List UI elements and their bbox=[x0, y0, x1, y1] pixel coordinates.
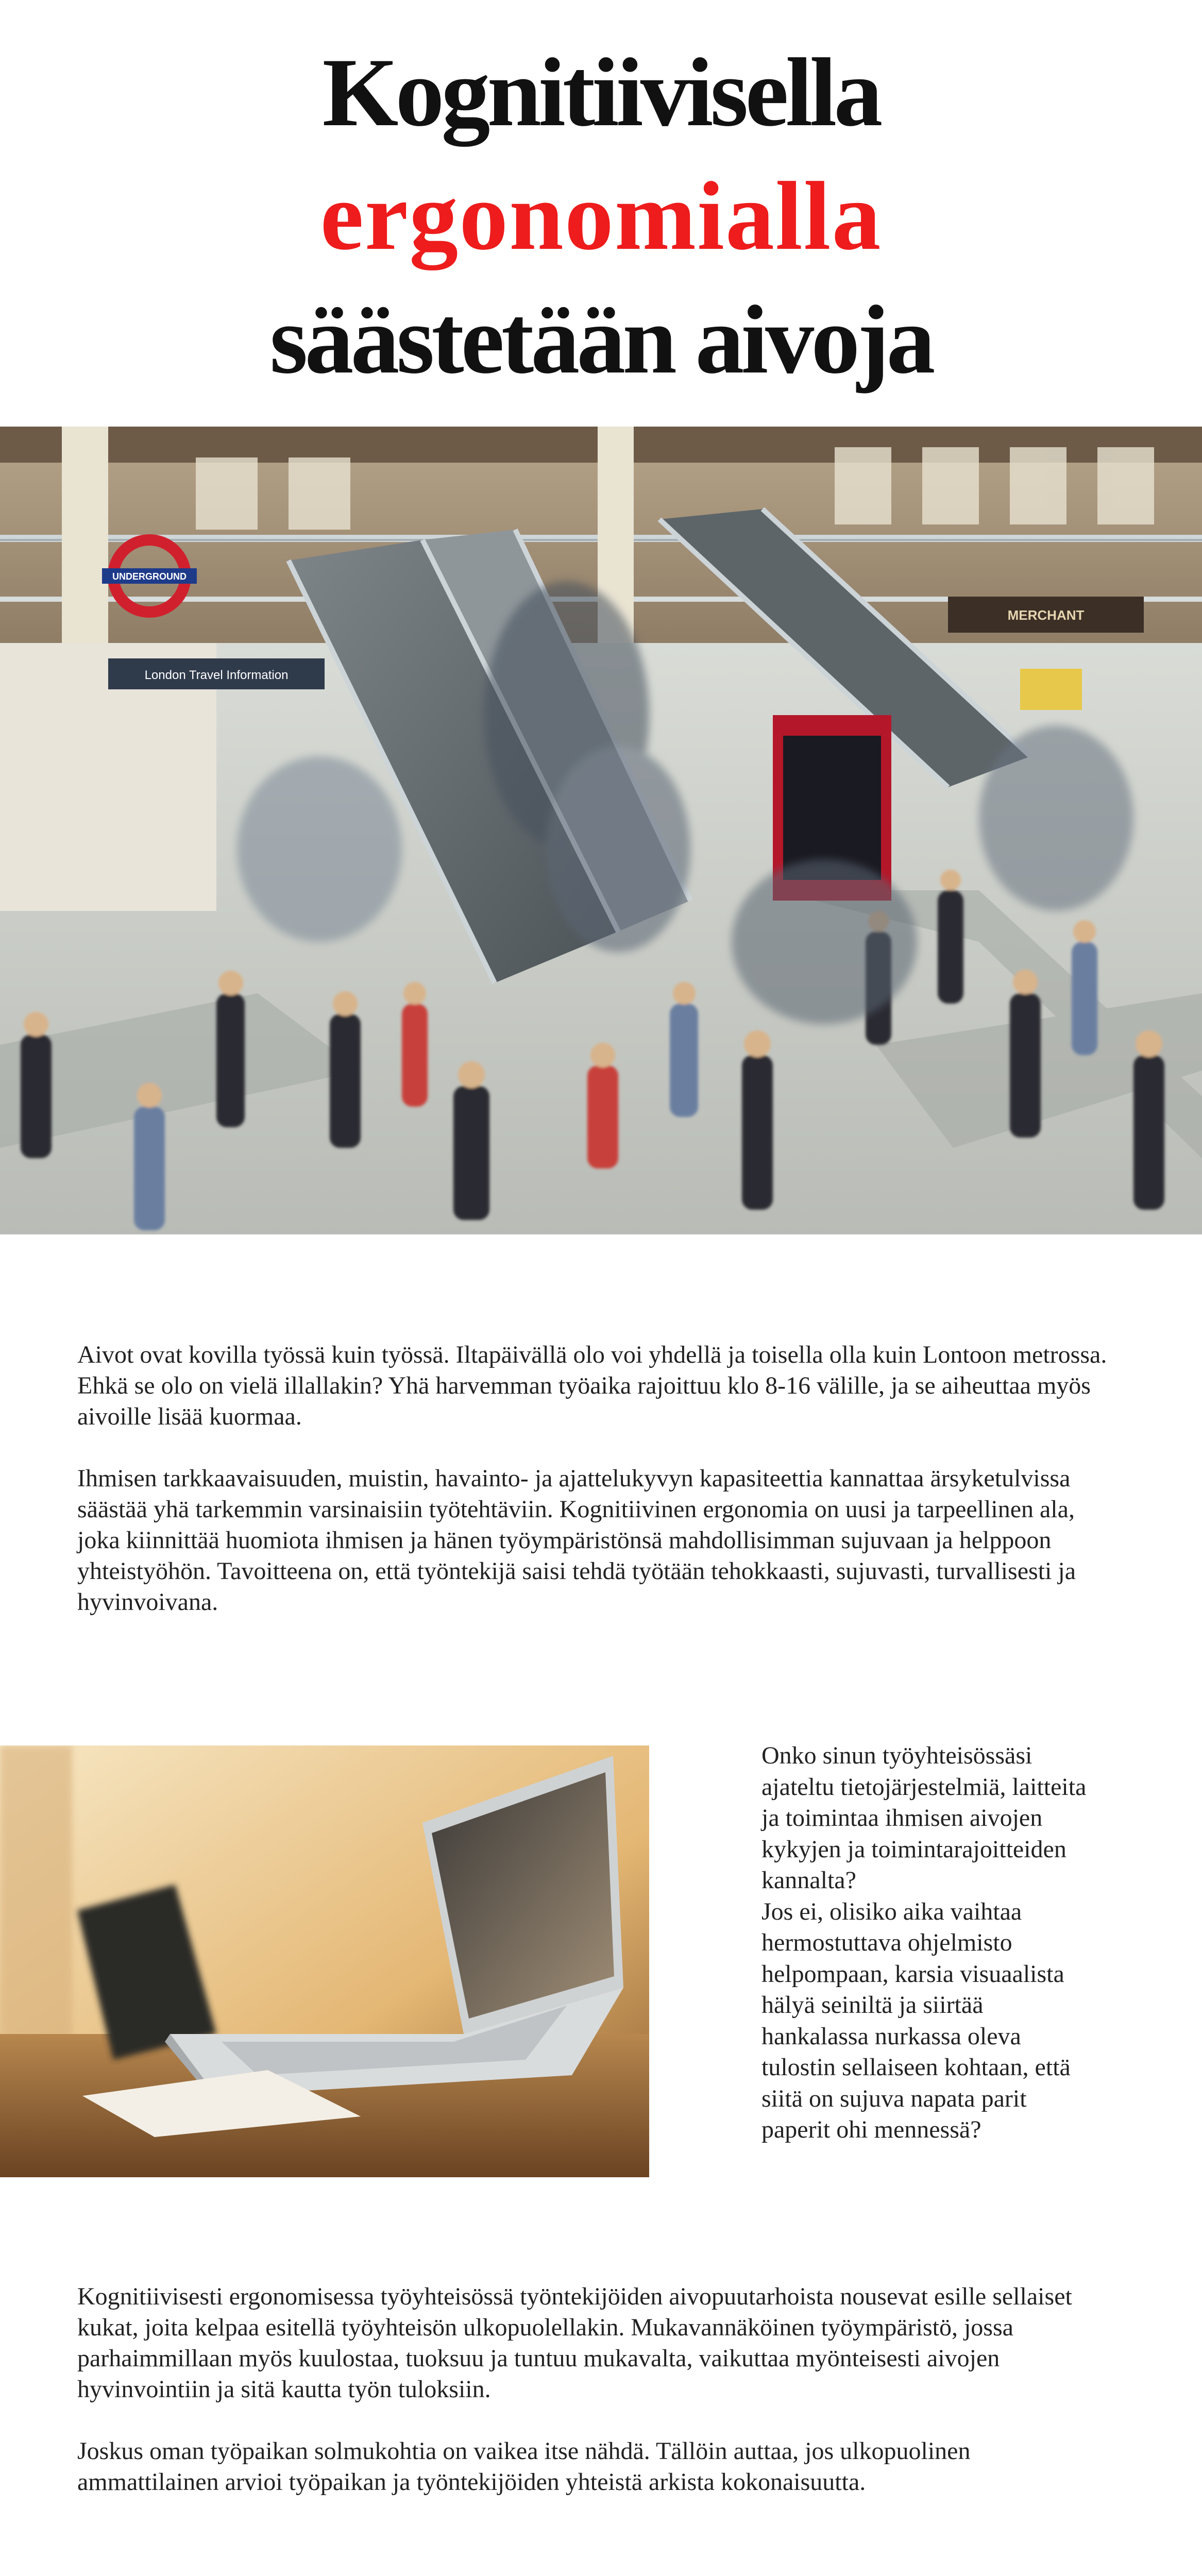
title-line-2-highlight: ergonomialla bbox=[320, 162, 882, 270]
intro-paragraph-1: Aivot ovat kovilla työssä kuin työssä. Iltapäivällä olo voi yhdellä ja toisella olla kuin Lontoon metrossa. Ehkä se olo on vielä illallakin? Yhä harvemman työaika rajoittuu klo 8-16 välille, ja se aiheuttaa myös aivoille lisää kuormaa. bbox=[77, 1341, 1107, 1430]
intro-paragraph-2: Ihmisen tarkkaavaisuuden, muistin, havainto- ja ajattelukyvyn kapasiteettia kannattaa ärsyketulvissa säästää yhä tarkemmin varsinaisiin työtehtäviin. Kognitiivinen ergonomia on uusi ja tarpeellinen ala, joka kiinnittää huomiota ihmisen ja hänen työympäristönsä mahdollisimman sujuvaan ja helppoon yhteistyöhön. Tavoitteena on, että työntekijä saisi tehdä työtään tehokkaasti, sujuvasti, turvallisesti ja hyvinvoivana. bbox=[77, 1465, 1076, 1616]
laptop-photo bbox=[0, 1745, 649, 2177]
sidebar-question bbox=[761, 1740, 1091, 2146]
hero-photo-station-crowd bbox=[0, 427, 1202, 1234]
intro-text bbox=[77, 1340, 1118, 1649]
travel-info-sign-text: London Travel Information bbox=[144, 668, 289, 682]
merchant-sign-text: MERCHANT bbox=[1007, 607, 1085, 623]
body-paragraph-1: Kognitiivisesti ergonomisessa työyhteisössä työntekijöiden aivopuutarhoista nousevat esille sellaiset kukat, joita kelpaa esitellä työyhteisön ulkopuolellakin. Mukavannäköinen työympäristö, jossa parhaimmillaan myös kuulostaa, tuoksuu ja tuntuu mukavalta, vaikuttaa myönteisesti aivojen hyvinvointiin ja sitä kautta työn tuloksiin. bbox=[77, 2283, 1072, 2403]
sidebar-question-1: Onko sinun työyhteisössäsi ajateltu tietojärjestelmiä, laitteita ja toimintaa ihmisen aivojen kykyjen ja toimintarajoitteiden kannalta? bbox=[761, 1742, 1087, 1894]
body-text bbox=[77, 2281, 1118, 2529]
underground-sign-text: UNDERGROUND bbox=[112, 571, 187, 582]
sidebar-question-2: Jos ei, olisiko aika vaihtaa hermostuttava ohjelmisto helpompaan, karsia visuaalista hälyä seiniltä ja siirtää hankalassa nurkassa oleva tulostin sellaiseen kohtaan, että siitä on sujuva napata parit paperit ohi mennessä? bbox=[761, 1897, 1071, 2143]
title-line-1: Kognitiivisella bbox=[322, 39, 880, 147]
title-line-3: säästetään aivoja bbox=[269, 286, 933, 394]
body-paragraph-2: Joskus oman työpaikan solmukohtia on vaikea itse nähdä. Tällöin auttaa, jos ulkopuolinen ammattilainen arvioi työpaikan ja työntekijöiden yhteistä arkista kokonaisuutta. bbox=[77, 2437, 971, 2496]
page-title bbox=[0, 31, 1202, 402]
